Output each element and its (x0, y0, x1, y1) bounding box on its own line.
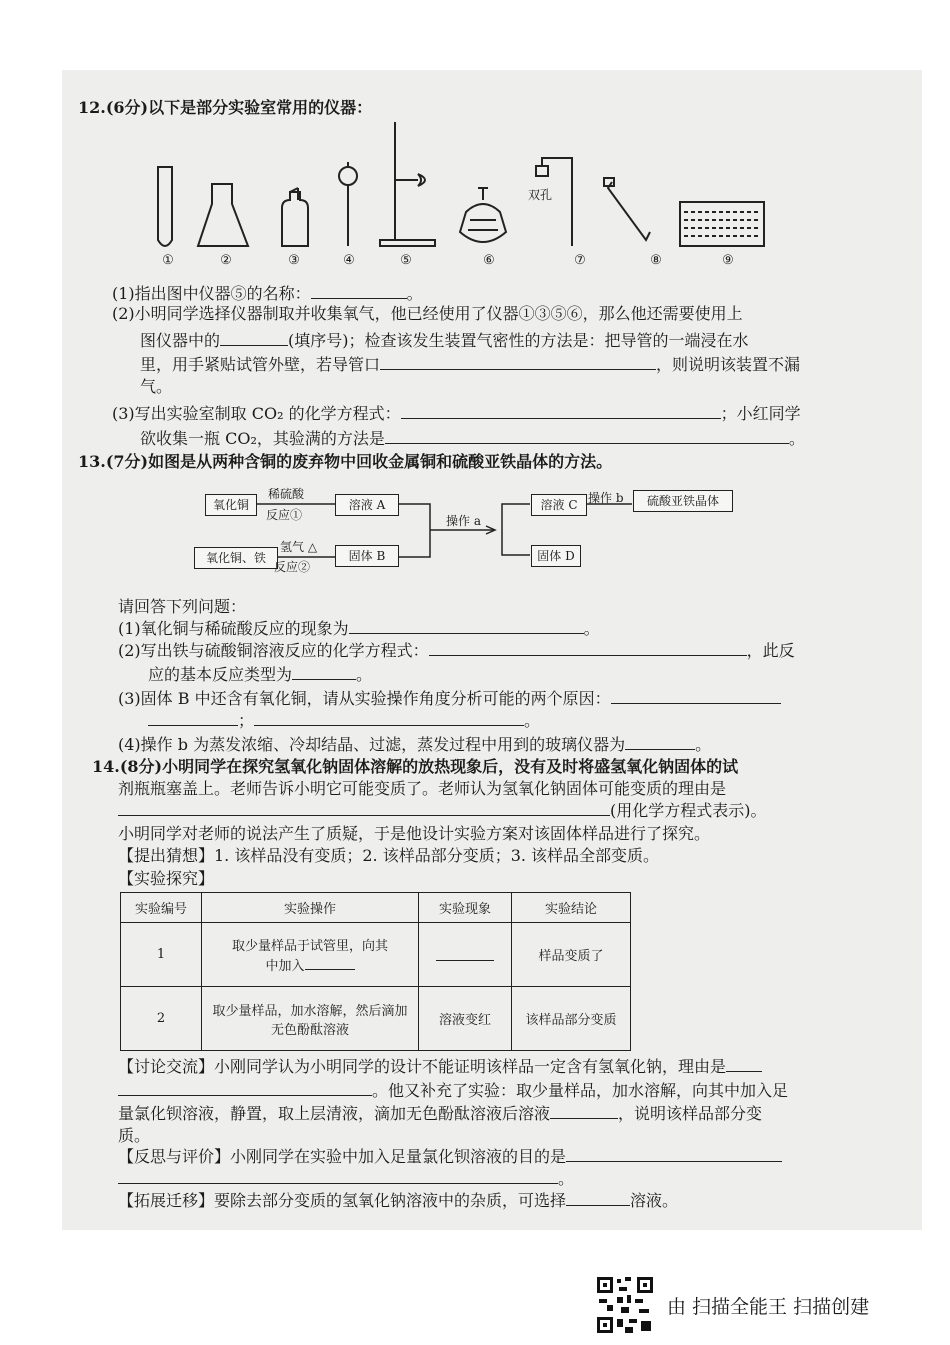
q14-explore-heading: 【实验探究】 (118, 869, 215, 888)
answer-blank[interactable] (349, 618, 584, 634)
q12-stem: 12.(6分)以下是部分实验室常用的仪器： (78, 98, 373, 117)
answer-blank[interactable] (566, 1146, 782, 1162)
answer-blank[interactable] (148, 710, 238, 726)
bent-tube-icon (608, 182, 650, 240)
flow-reagent-acid: 稀硫酸 (268, 487, 305, 501)
table-cell: 样品变质了 (512, 923, 631, 987)
table-cell (419, 923, 512, 987)
test-tube-icon (158, 167, 172, 246)
answer-blank[interactable] (220, 330, 288, 346)
q12-part3-line2: 欲收集一瓶 CO₂，其验满的方法是 。 (140, 429, 805, 448)
water-trough-icon (680, 202, 764, 246)
answer-blank[interactable] (726, 1056, 762, 1072)
q12-part2-line1: (2)小明同学选择仪器制取并收集氧气，他已经使用了仪器①③⑤⑥，那么他还需要使用上 (112, 304, 743, 323)
q14-reflection-line2: 。 (118, 1168, 574, 1189)
table-cell: 该样品部分变质 (512, 987, 631, 1051)
alcohol-lamp-icon (460, 188, 506, 242)
q13-part1: (1)氧化铜与稀硫酸反应的现象为 。 (118, 619, 600, 638)
flow-reagent-hydrogen: 氢气 △ (280, 540, 318, 554)
table-row (121, 987, 631, 1051)
table-header-row (121, 893, 631, 923)
q13-part2-line2: 应的基本反应类型为 。 (148, 665, 373, 684)
q14-stem-line2: 剂瓶瓶塞盖上。老师告诉小明它可能变质了。老师认为氢氧化钠固体可能变质的理由是 (118, 779, 727, 798)
instrument-label: ⑤ (400, 253, 412, 268)
q13-part2-line1: (2)写出铁与硫酸铜溶液反应的化学方程式： ，此反 (118, 641, 795, 660)
flow-reaction-1: 反应① (266, 508, 303, 522)
instrument-label: ⑧ (650, 253, 662, 268)
flow-box-ferrous-sulfate: 硫酸亚铁晶体 (633, 490, 733, 512)
lab-instruments-figure (140, 112, 780, 257)
q12-part1: (1)指出图中仪器⑤的名称： 。 (112, 284, 423, 303)
answer-blank[interactable] (566, 1190, 630, 1206)
q12-part2-line3: 里，用手紧贴试管外壁，若导管口 ，则说明该装置不漏 (140, 355, 801, 374)
answer-blank[interactable] (436, 945, 494, 961)
answer-blank[interactable] (254, 710, 524, 726)
q14-discussion-line4: 质。 (118, 1126, 151, 1145)
answer-blank[interactable] (118, 1168, 558, 1184)
answer-blank[interactable] (401, 403, 721, 419)
q14-discussion-line3: 量氯化钡溶液，静置，取上层清液，滴加无色酚酞溶液后溶液 ，说明该样品部分变 (118, 1104, 763, 1123)
scanner-watermark: 由 扫描全能王 扫描创建 (667, 1296, 870, 1318)
instrument-label: ② (220, 253, 232, 268)
instrument-label: ① (162, 253, 174, 268)
gas-bottle-icon (282, 192, 308, 246)
q14-discussion-line1: 【讨论交流】小刚同学认为小明同学的设计不能证明该样品一定含有氢氧化钠，理由是 (118, 1056, 762, 1077)
table-header: 实验操作 (202, 893, 419, 923)
q13-prompt: 请回答下列问题： (118, 597, 247, 616)
q14-stem-line1: 14.(8分)小明同学在探究氢氧化钠固体溶解的放热现象后，没有及时将盛氢氧化钠固体的试 (92, 757, 739, 776)
experiment-table (120, 892, 631, 1051)
table-header: 实验编号 (121, 893, 202, 923)
answer-blank[interactable] (611, 688, 781, 704)
q14-reflection: 【反思与评价】小刚同学在实验中加入足量氯化钡溶液的目的是 (118, 1146, 782, 1167)
flow-operation-b: 操作 b (588, 491, 624, 505)
answer-blank[interactable] (385, 428, 789, 444)
table-header: 实验现象 (419, 893, 512, 923)
q14-stem-line3: (用化学方程式表示)。 (118, 800, 767, 821)
table-cell: 1 (121, 923, 202, 987)
table-cell: 2 (121, 987, 202, 1051)
answer-blank[interactable] (305, 954, 355, 970)
q14-line4: 小明同学对老师的说法产生了质疑，于是他设计实验方案对该固体样品进行了探究。 (118, 824, 711, 843)
q12-part2-line2: 图仪器中的 (填序号)；检查该发生装置气密性的方法是：把导管的一端浸在水 (140, 331, 749, 350)
flow-operation-a: 操作 a (446, 514, 481, 528)
q14-discussion-line2: 。他又补充了实验：取少量样品，加水溶解，向其中加入足 (118, 1080, 788, 1101)
q14-extension: 【拓展迁移】要除去部分变质的氢氧化钠溶液中的杂质，可选择 溶液。 (118, 1191, 679, 1210)
answer-blank[interactable] (429, 640, 747, 656)
q14-guess: 【提出猜想】1. 该样品没有变质；2. 该样品部分变质；3. 该样品全部变质。 (118, 846, 660, 865)
table-cell: 溶液变红 (419, 987, 512, 1051)
q12-part3-line1: (3)写出实验室制取 CO₂ 的化学方程式： ；小红同学 (112, 404, 801, 423)
q13-part3-line1: (3)固体 B 中还含有氧化铜，请从实验操作角度分析可能的两个原因： (118, 688, 781, 709)
answer-blank[interactable] (292, 664, 356, 680)
answer-blank[interactable] (625, 734, 695, 750)
answer-blank[interactable] (380, 354, 656, 370)
instrument-label: ④ (343, 253, 355, 268)
answer-blank[interactable] (118, 800, 610, 816)
answer-blank[interactable] (311, 283, 407, 299)
instrument-label: ③ (288, 253, 300, 268)
qr-code-icon (595, 1275, 655, 1335)
instrument-label: ⑥ (483, 253, 495, 268)
flow-reaction-2: 反应② (274, 560, 311, 574)
flow-box-solid-b: 固体 B (335, 545, 399, 567)
table-header: 实验结论 (512, 893, 631, 923)
answer-blank[interactable] (118, 1080, 372, 1096)
double-hole-tag: 双孔 (528, 188, 553, 202)
conical-flask-icon (198, 184, 248, 246)
flow-box-solution-a: 溶液 A (335, 494, 399, 516)
table-cell: 取少量样品，加水溶解，然后滴加 无色酚酞溶液 (202, 987, 419, 1051)
answer-blank[interactable] (550, 1103, 618, 1119)
flow-box-copper-oxide-iron: 氧化铜、铁 (194, 547, 278, 569)
instrument-label: ⑦ (574, 253, 586, 268)
flow-box-solution-c: 溶液 C (531, 494, 587, 516)
q13-stem: 13.(7分)如图是从两种含铜的废弃物中回收金属铜和硫酸亚铁晶体的方法。 (78, 452, 613, 471)
flow-box-solid-d: 固体 D (531, 545, 581, 567)
flow-box-copper-oxide: 氧化铜 (205, 494, 257, 516)
q13-part4: (4)操作 b 为蒸发浓缩、冷却结晶、过滤，蒸发过程中用到的玻璃仪器为 。 (118, 735, 712, 754)
instrument-label: ⑨ (722, 253, 734, 268)
table-row (121, 923, 631, 987)
stopper-tube-icon (536, 166, 548, 176)
q13-part3-line2: ； 。 (148, 710, 540, 731)
q12-part2-line4: 气。 (140, 377, 173, 396)
table-cell: 取少量样品于试管里，向其 中加入 (202, 923, 419, 987)
separatory-funnel-icon (339, 167, 357, 185)
